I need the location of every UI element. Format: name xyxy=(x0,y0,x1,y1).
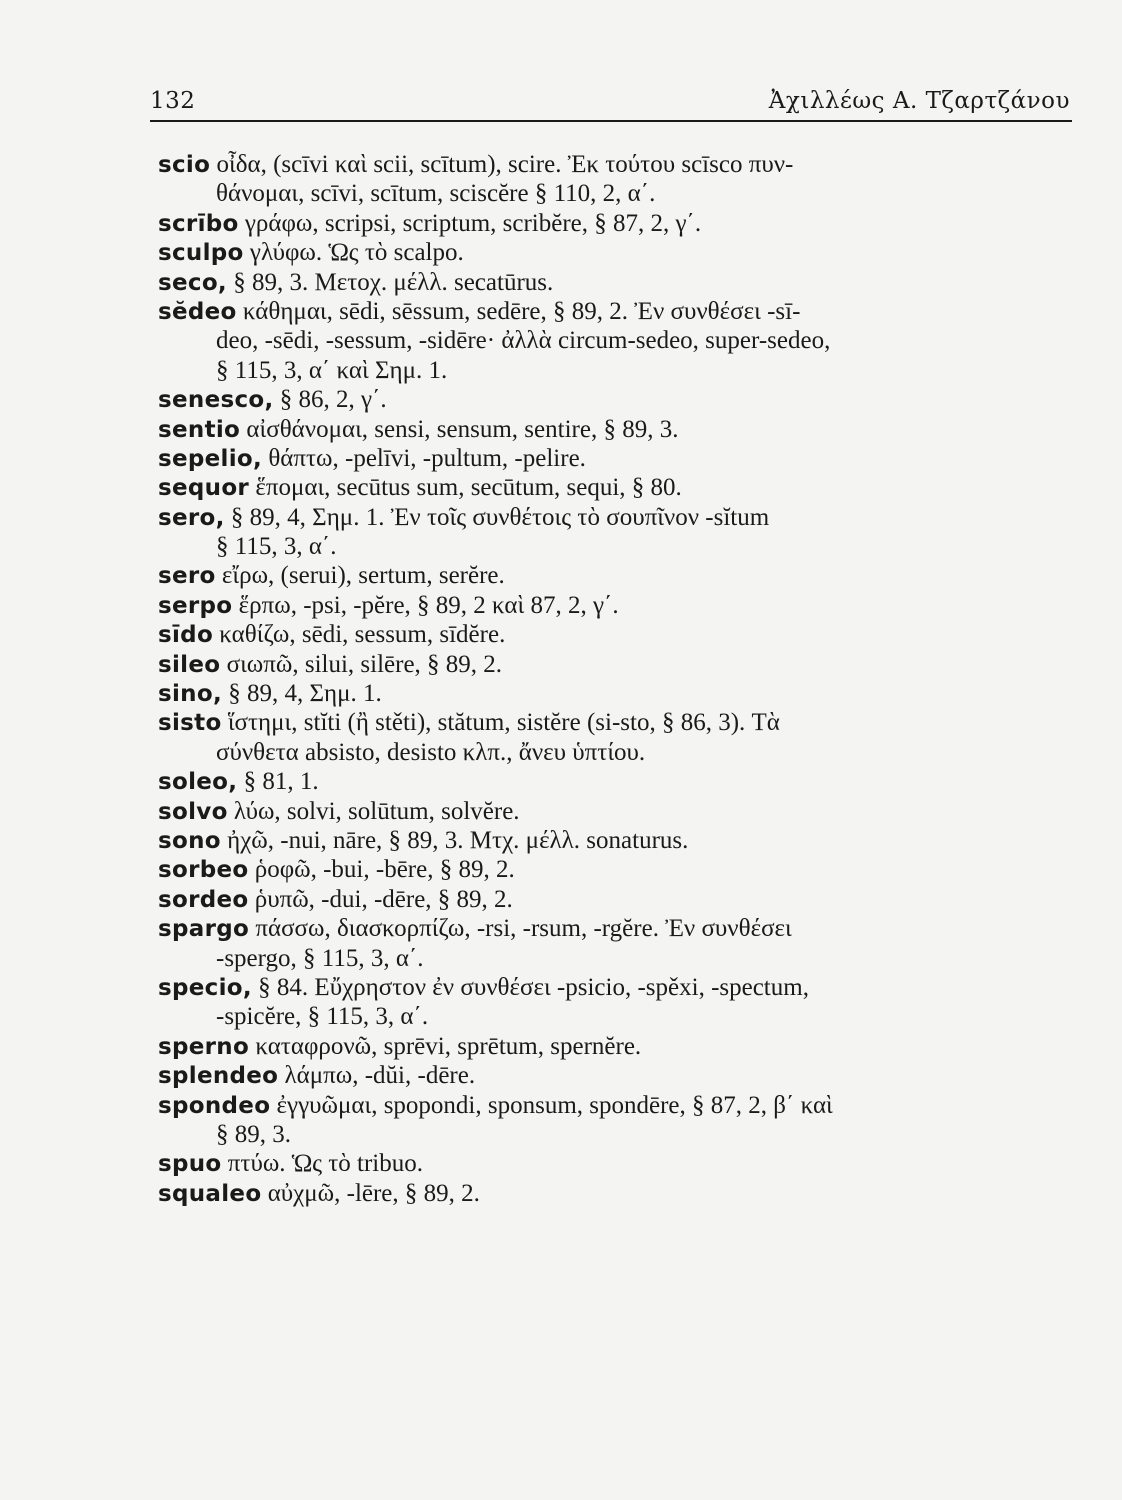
entry-text: § 84. Εὔχρηστον ἐν συνθέσει -psicio, -spěxi, -spectum, xyxy=(258,973,809,1001)
entry-text: κάθημαι, sēdi, sēssum, sedēre, § 89, 2. Ἐν συνθέσει -sī- xyxy=(242,297,801,325)
entry-first-line xyxy=(158,855,1068,884)
entry-headword: sīdo xyxy=(158,622,214,649)
entry-text: § 89, 3. xyxy=(216,1120,291,1148)
entry-text: deo, -sēdi, -sessum, -sidēre· ἀλλὰ circum-sedeo, super-sedeo, xyxy=(216,327,831,355)
entry-text: ἕπομαι, secūtus sum, secūtum, sequi, § 80. xyxy=(255,474,682,502)
entry-first-line xyxy=(158,1179,1068,1208)
entry-headword: sentio xyxy=(158,416,241,443)
entry-text: § 81, 1. xyxy=(243,768,319,796)
dictionary-entry xyxy=(158,1149,1068,1178)
entry-first-line xyxy=(158,297,1068,326)
entry-headword: sileo xyxy=(158,651,221,678)
entry-first-line xyxy=(158,150,1068,179)
entry-headword: sero xyxy=(158,563,216,590)
dictionary-entry xyxy=(158,797,1068,826)
dictionary-entry xyxy=(158,268,1068,297)
entry-continuation-line xyxy=(158,738,1068,767)
entry-headword: sepelio, xyxy=(158,445,263,472)
entry-headword: spondeo xyxy=(158,1092,271,1119)
dictionary-entry xyxy=(158,238,1068,267)
dictionary-entries xyxy=(158,150,1068,1208)
entry-first-line xyxy=(158,1149,1068,1178)
entry-first-line xyxy=(158,708,1068,737)
entry-first-line xyxy=(158,238,1068,267)
entry-first-line xyxy=(158,826,1068,855)
entry-continuation-line xyxy=(158,179,1068,208)
entry-first-line xyxy=(158,797,1068,826)
running-head: Ἀχιλλέως Α. Τζαρτζάνου xyxy=(768,88,1070,114)
entry-headword: spuo xyxy=(158,1151,222,1178)
dictionary-entry xyxy=(158,679,1068,708)
entry-first-line xyxy=(158,415,1068,444)
entry-text: -spicĕre, § 115, 3, α΄. xyxy=(216,1003,429,1031)
entry-text: οἶδα, (scīvi καὶ scii, scītum), scire. Ἐκ τούτου scīsco πυν- xyxy=(216,151,794,178)
entry-first-line xyxy=(158,650,1068,679)
entry-headword: sino, xyxy=(158,681,222,708)
entry-text: σύνθετα absisto, desisto κλπ., ἄνευ ὑπτίου. xyxy=(216,738,646,766)
dictionary-entry xyxy=(158,650,1068,679)
entry-headword: scio xyxy=(158,152,211,178)
dictionary-entry xyxy=(158,708,1068,767)
entry-first-line xyxy=(158,1061,1068,1090)
dictionary-entry xyxy=(158,415,1068,444)
entry-first-line xyxy=(158,591,1068,620)
dictionary-entry xyxy=(158,297,1068,385)
entry-headword: squaleo xyxy=(158,1180,262,1207)
dictionary-entry xyxy=(158,591,1068,620)
entry-text: § 89, 3. Μετοχ. μέλλ. secatūrus. xyxy=(233,268,554,296)
entry-text: λύω, solvi, solūtum, solvĕre. xyxy=(233,797,520,825)
dictionary-entry xyxy=(158,855,1068,884)
dictionary-entry xyxy=(158,444,1068,473)
entry-headword: sequor xyxy=(158,475,250,502)
entry-headword: soleo, xyxy=(158,769,238,796)
entry-first-line xyxy=(158,561,1068,590)
entry-text: ῥοφῶ, -bui, -bēre, § 89, 2. xyxy=(254,856,515,884)
entry-first-line xyxy=(158,885,1068,914)
entry-text: § 115, 3, α΄. xyxy=(216,533,337,561)
entry-first-line xyxy=(158,268,1068,297)
entry-continuation-line xyxy=(158,1120,1068,1149)
entry-text: καταφρονῶ, sprēvi, sprētum, spernĕre. xyxy=(255,1032,642,1060)
entry-text: πάσσω, διασκορπίζω, -rsi, -rsum, -rgĕre. Ἐν συνθέσει xyxy=(255,915,792,943)
entry-first-line xyxy=(158,1032,1068,1061)
entry-text: εἴρω, (serui), sertum, serĕre. xyxy=(221,562,505,590)
entry-first-line xyxy=(158,767,1068,796)
entry-continuation-line xyxy=(158,356,1068,385)
entry-text: -spergo, § 115, 3, α΄. xyxy=(216,944,424,972)
entry-text: αἰσθάνομαι, sensi, sensum, sentire, § 89, 3. xyxy=(246,415,679,443)
entry-first-line xyxy=(158,473,1068,502)
dictionary-entry xyxy=(158,1032,1068,1061)
entry-continuation-line xyxy=(158,944,1068,973)
dictionary-entry xyxy=(158,503,1068,562)
dictionary-entry xyxy=(158,885,1068,914)
entry-first-line xyxy=(158,503,1068,532)
entry-headword: sordeo xyxy=(158,886,249,913)
entry-text: § 89, 4, Σημ. 1. xyxy=(228,680,382,708)
page-header xyxy=(150,82,1070,122)
entry-continuation-line xyxy=(158,326,1068,355)
entry-text: ἐγγυῶμαι, spopondi, sponsum, spondēre, § 87, 2, β΄ καὶ xyxy=(276,1091,833,1119)
dictionary-entry xyxy=(158,620,1068,649)
dictionary-entry xyxy=(158,385,1068,414)
entry-headword: seco, xyxy=(158,269,227,296)
entry-headword: sperno xyxy=(158,1033,250,1060)
entry-text: ῥυπῶ, -dui, -dēre, § 89, 2. xyxy=(254,885,513,913)
entry-text: ἠχῶ, -nui, nāre, § 89, 3. Μτχ. μέλλ. sonaturus. xyxy=(227,826,689,854)
dictionary-entry xyxy=(158,150,1068,209)
entry-headword: sculpo xyxy=(158,240,244,267)
entry-first-line xyxy=(158,973,1068,1002)
entry-first-line xyxy=(158,444,1068,473)
dictionary-entry xyxy=(158,1091,1068,1150)
entry-headword: sorbeo xyxy=(158,857,249,884)
entry-text: § 86, 2, γ΄. xyxy=(279,386,387,414)
entry-text: σιωπῶ, silui, silēre, § 89, 2. xyxy=(226,650,503,678)
entry-first-line xyxy=(158,209,1068,238)
entry-text: γλύφω. Ὡς τὸ scalpo. xyxy=(249,239,464,267)
entry-headword: sisto xyxy=(158,710,222,737)
dictionary-entry xyxy=(158,1179,1068,1208)
dictionary-entry xyxy=(158,561,1068,590)
entry-headword: splendeo xyxy=(158,1063,279,1090)
entry-headword: solvo xyxy=(158,798,228,825)
entry-headword: scrībo xyxy=(158,210,239,237)
entry-text: § 115, 3, α΄ καὶ Σημ. 1. xyxy=(216,356,448,384)
entry-first-line xyxy=(158,620,1068,649)
header-rule xyxy=(150,120,1072,122)
entry-headword: sĕdeo xyxy=(158,298,237,325)
entry-text: γράφω, scripsi, scriptum, scribĕre, § 87, 2, γ΄. xyxy=(244,209,702,237)
entry-text: § 89, 4, Σημ. 1. Ἐν τοῖς συνθέτοις τὸ σουπῖνον -sĭtum xyxy=(230,503,770,531)
entry-continuation-line xyxy=(158,1002,1068,1031)
entry-first-line xyxy=(158,1091,1068,1120)
dictionary-entry xyxy=(158,767,1068,796)
entry-headword: spargo xyxy=(158,916,250,943)
entry-text: καθίζω, sēdi, sessum, sīdĕre. xyxy=(219,621,506,649)
entry-headword: sono xyxy=(158,827,221,854)
entry-text: ἕρπω, -psi, -pĕre, § 89, 2 καὶ 87, 2, γ΄. xyxy=(238,591,619,619)
dictionary-entry xyxy=(158,1061,1068,1090)
entry-first-line xyxy=(158,385,1068,414)
entry-headword: specio, xyxy=(158,974,252,1001)
entry-headword: sero, xyxy=(158,504,225,531)
dictionary-entry xyxy=(158,973,1068,1032)
dictionary-entry xyxy=(158,826,1068,855)
entry-text: ἵστημι, stĭti (ἢ stěti), stătum, sistĕre (si-sto, § 86, 3). Τὰ xyxy=(227,709,780,737)
entry-continuation-line xyxy=(158,532,1068,561)
entry-text: θάπτω, -pelīvi, -pultum, -pelire. xyxy=(268,444,586,472)
entry-headword: senesco, xyxy=(158,387,274,414)
entry-text: πτύω. Ὡς τὸ tribuo. xyxy=(227,1150,423,1178)
dictionary-entry xyxy=(158,209,1068,238)
entry-text: λάμπω, -dŭi, -dēre. xyxy=(284,1062,476,1090)
entry-headword: serpo xyxy=(158,592,233,619)
entry-first-line xyxy=(158,679,1068,708)
entry-text: αὐχμῶ, -lēre, § 89, 2. xyxy=(267,1179,480,1207)
page-number: 132 xyxy=(150,88,196,114)
dictionary-entry xyxy=(158,914,1068,973)
entry-first-line xyxy=(158,914,1068,943)
entry-text: θάνομαι, scīvi, scītum, sciscĕre § 110, 2, α΄. xyxy=(216,180,656,208)
dictionary-entry xyxy=(158,473,1068,502)
